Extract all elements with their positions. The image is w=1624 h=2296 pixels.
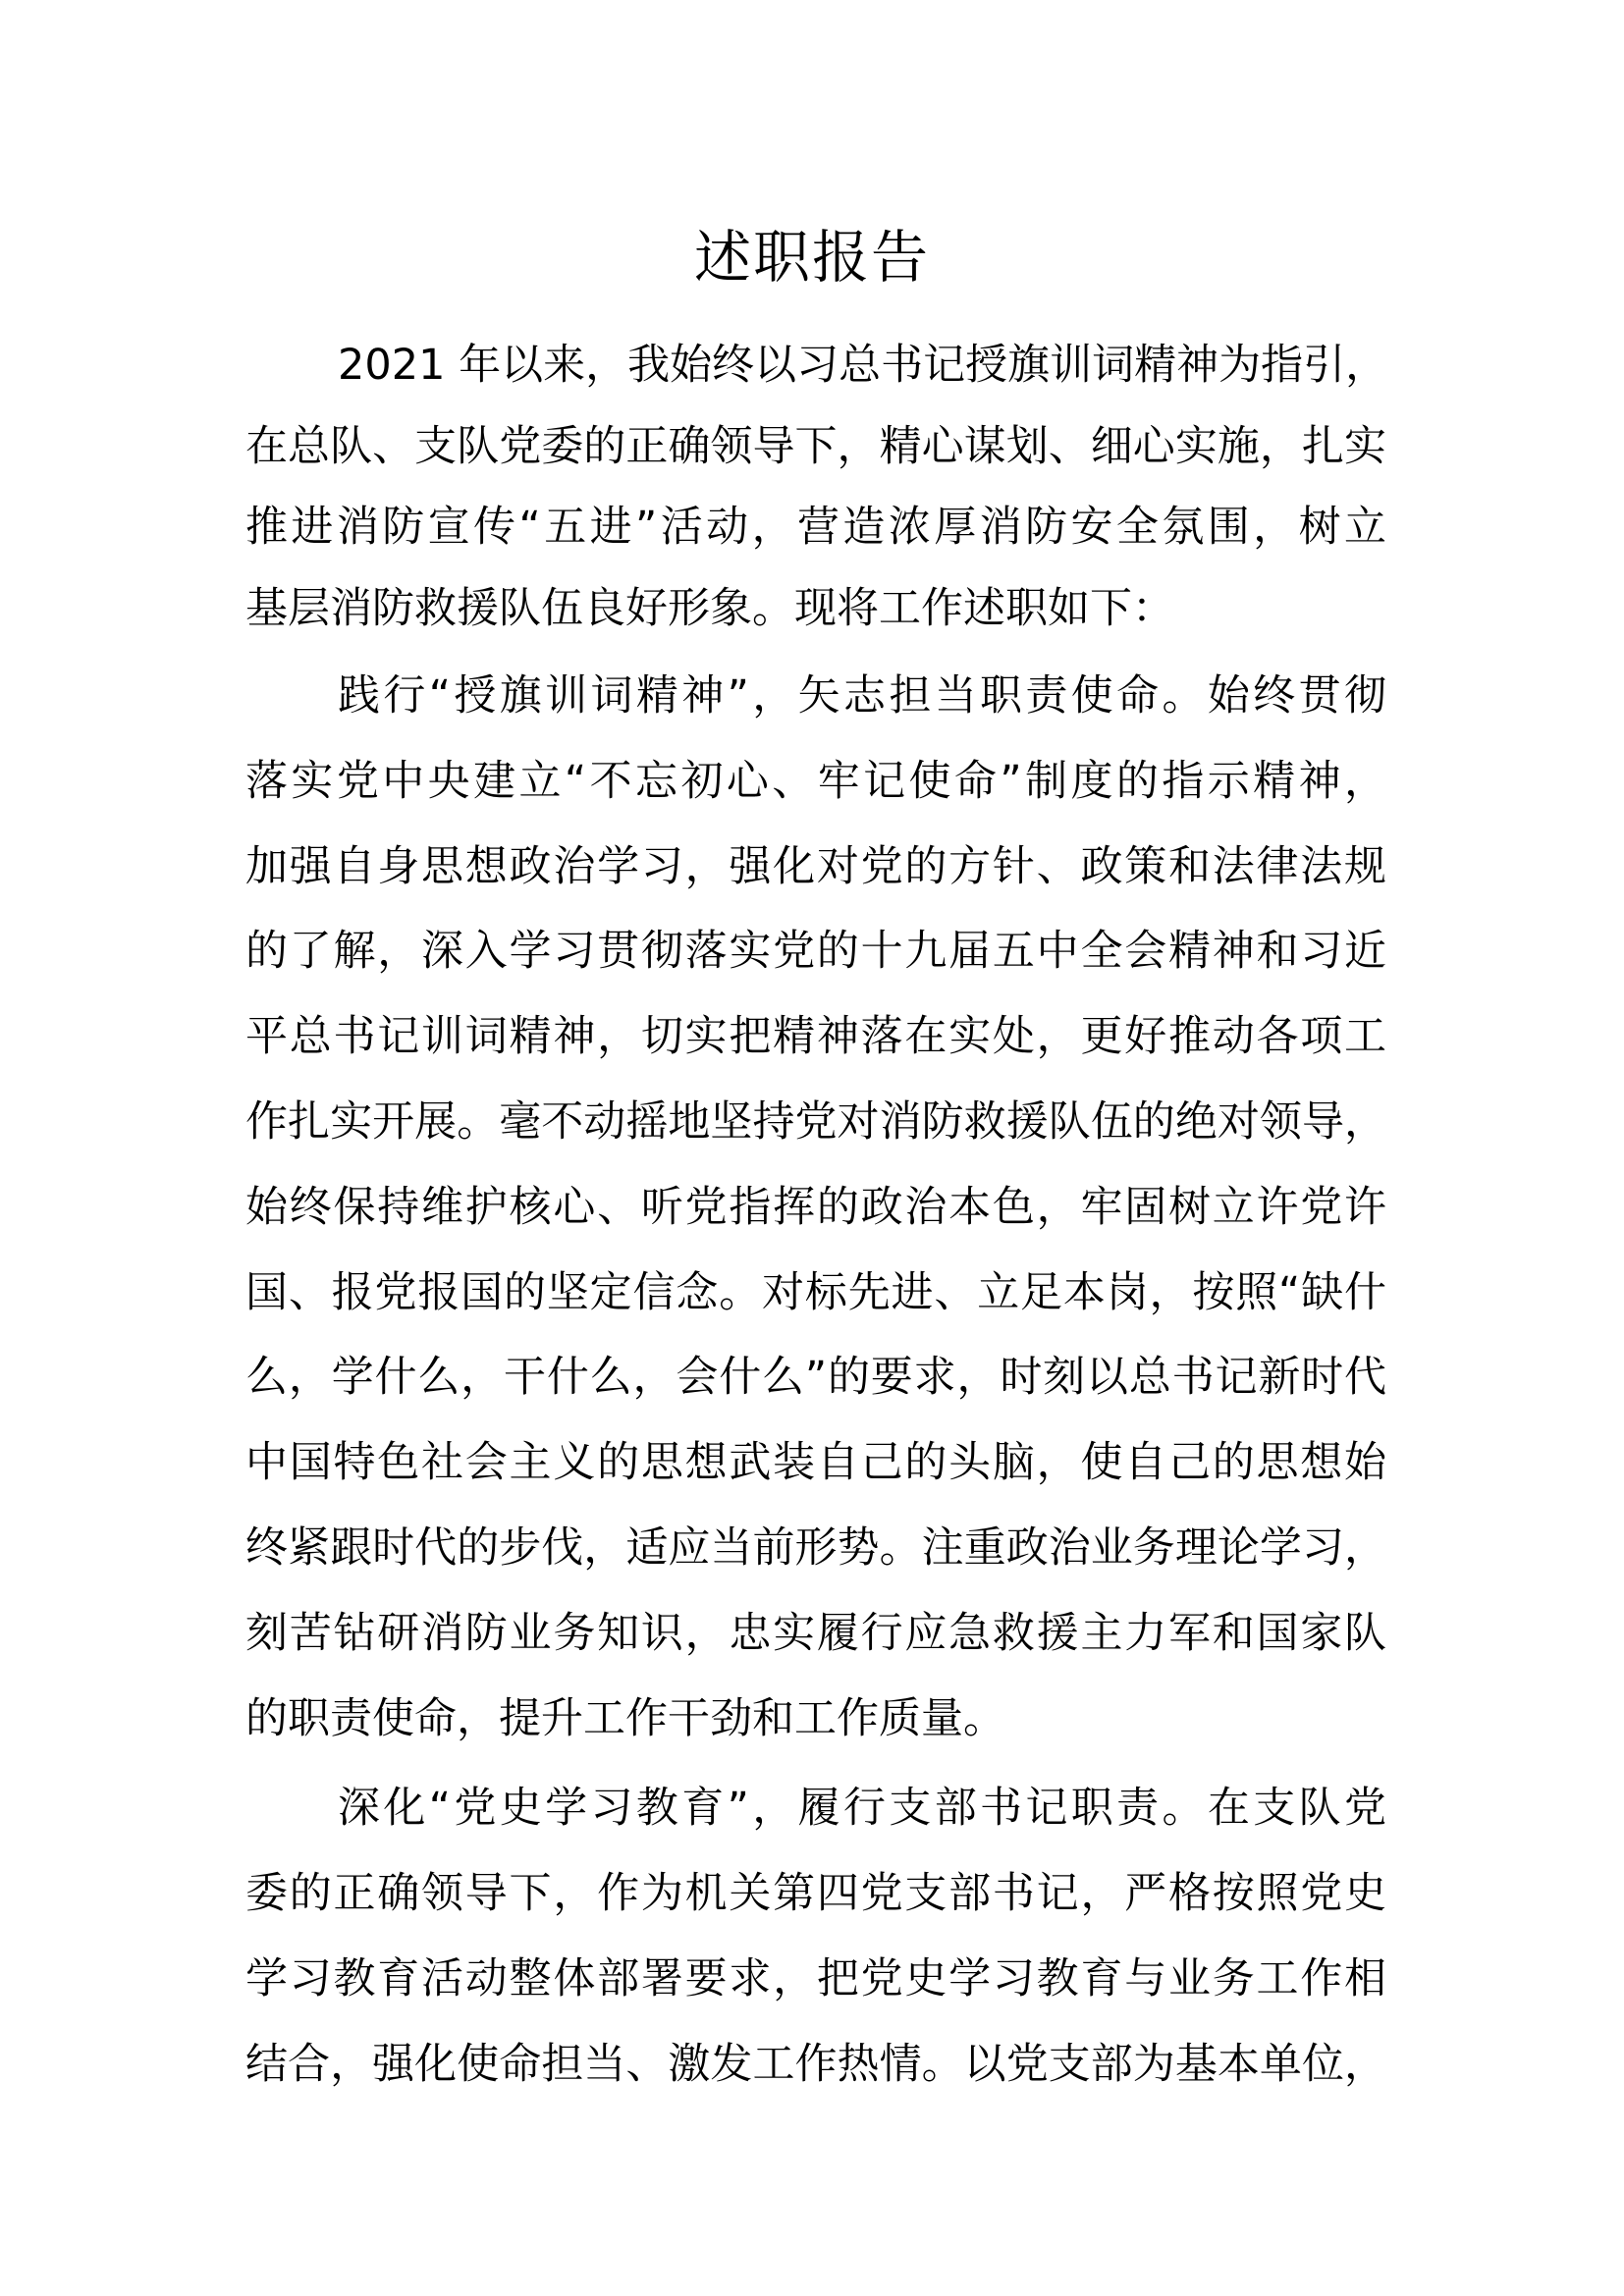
text-line: 作扎实开展。毫不动摇地坚持党对消防救援队伍的绝对领导， (245, 1096, 1386, 1147)
text-line: 2021 年以来，我始终以习总书记授旗训词精神为指引， (338, 341, 1388, 390)
document-title: 述职报告 (693, 224, 930, 291)
text-line: 中国特色社会主义的思想武装自己的头脑，使自己的思想始 (245, 1438, 1386, 1488)
text-line: 落实党中央建立“不忘初心、牢记使命”制度的指示精神， (245, 756, 1386, 806)
text-line: 的了解，深入学习贯彻落实党的十九届五中全会精神和习近 (245, 927, 1386, 977)
text-line: 深化“党史学习教育”，履行支部书记职责。在支队党 (338, 1784, 1386, 1833)
paragraph-party-history (245, 1775, 1386, 2116)
text-line: 始终保持维护核心、听党指挥的政治本色，牢固树立许党许 (245, 1182, 1386, 1232)
text-line: 刻苦钻研消防业务知识，忠实履行应急救援主力军和国家队 (245, 1608, 1386, 1658)
text-line: 平总书记训词精神，切实把精神落在实处，更好推动各项工 (245, 1012, 1386, 1062)
text-line: 国、报党报国的坚定信念。对标先进、立足本岗，按照“缺什 (245, 1267, 1386, 1317)
text-line: 么，学什么，干什么，会什么”的要求，时刻以总书记新时代 (245, 1353, 1386, 1403)
text-line: 的职责使命，提升工作干劲和工作质量。 (245, 1693, 1005, 1743)
paragraph-intro (245, 332, 1386, 656)
text-line: 推进消防宣传“五进”活动，营造浓厚消防安全氛围，树立 (245, 503, 1386, 552)
paragraph-training-spirit (245, 663, 1386, 1770)
text-line: 结合，强化使命担当、激发工作热情。以党支部为基本单位， (245, 2040, 1386, 2089)
text-line: 加强自身思想政治学习，强化对党的方针、政策和法律法规 (245, 841, 1386, 891)
text-line: 委的正确领导下，作为机关第四党支部书记，严格按照党史 (245, 1869, 1386, 1918)
text-line: 践行“授旗训词精神”，矢志担当职责使命。始终贯彻 (338, 671, 1386, 721)
text-line: 在总队、支队党委的正确领导下，精心谋划、细心实施，扎实 (245, 421, 1386, 471)
text-line: 基层消防救援队伍良好形象。现将工作述职如下： (245, 583, 1174, 633)
text-line: 学习教育活动整体部署要求，把党史学习教育与业务工作相 (245, 1954, 1386, 2003)
text-line: 终紧跟时代的步伐，适应当前形势。注重政治业务理论学习， (245, 1522, 1386, 1573)
